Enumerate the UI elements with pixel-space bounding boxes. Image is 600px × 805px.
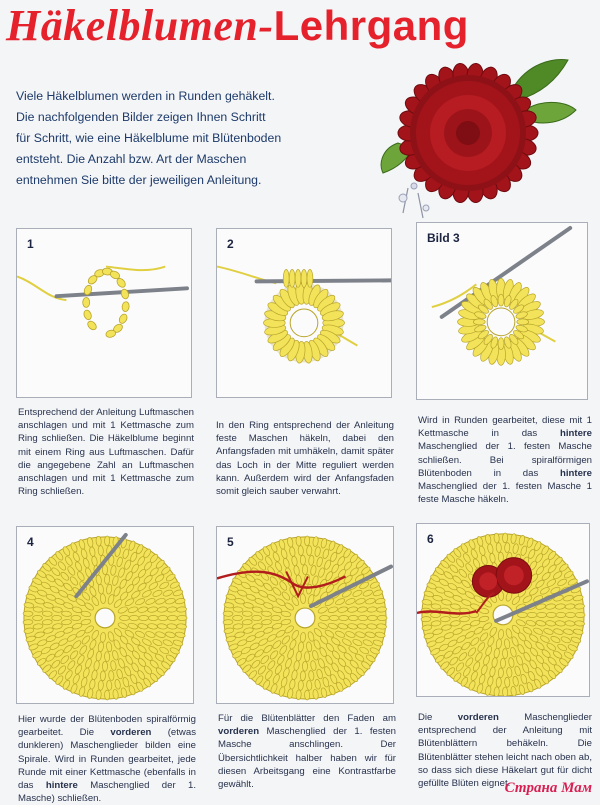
step-1-caption: Entsprechend der Anleitung Luftmaschen anschlagen und mit 1 Kettmasche zum Ring schließen. Die Häkelblume beginnt mit einem Ring aus Luftmaschen. Dafür die angegebene Zahl an Luftmaschen anschlagen und mit 1 Kettmasche zum Ring schließen.: [18, 407, 194, 498]
step-2-caption: In den Ring entsprechend der Anleitung feste Maschen häkeln, dabei den Anfangsfaden mit umhäkeln, damit später das Loch in der Mitte reguliert werden kann. Außerdem wird der Anfangsfaden somit gleich sauber verwahrt.: [216, 420, 394, 498]
step-3-label: Bild 3: [427, 231, 460, 245]
step-5-caption: [218, 712, 396, 791]
step-5-panel: [216, 526, 394, 704]
step-6-label: 6: [427, 532, 434, 546]
step-4-caption-bold1: vorderen: [110, 727, 152, 739]
step-3-panel: [416, 222, 588, 400]
intro-line: entsteht. Die Anzahl bzw. Art der Maschen: [16, 152, 247, 166]
step-6-caption-mid: Maschenglieder entsprechend der Anleitung mit Blütenblättern behäkeln. Die Blütenblätter stehen leicht nach oben ab, so dass sich diese Häkelart gut für dicht gefüllte Blüten eignet.: [418, 712, 592, 790]
step-2-image: [217, 229, 391, 397]
step-5-caption-bold1: vorderen: [218, 726, 260, 738]
step-1-panel: [16, 228, 192, 398]
step-3-caption-bold2: hintere: [560, 467, 592, 479]
step-3-caption: [418, 414, 592, 506]
step-3-caption-pre: Wird in Runden gearbeitet, diese mit 1 Kettmasche in das: [418, 415, 592, 440]
page-title: [6, 0, 596, 52]
title-part1: Häkelblumen-: [6, 1, 274, 50]
step-4-image: [17, 527, 193, 703]
step-3-image: [417, 223, 587, 399]
step-6-caption: [418, 711, 592, 790]
step-2-panel: [216, 228, 392, 398]
step-6-panel: [416, 523, 590, 697]
step-5-label: 5: [227, 535, 234, 549]
step-6-image: [417, 524, 589, 696]
step-6-caption-bold1: vorderen: [457, 712, 499, 723]
step-4-caption-mid: (etwas dunkleren) Maschenglieder bilden eine Spirale. Wird in Runden gearbeitet, jede Runde mit einer Kettmasche (ebenfalls in das: [18, 727, 196, 792]
step-4-caption-pre: Hier wurde der Blütenboden spiralförmig gearbeitet. Die: [18, 714, 196, 739]
step-5-image: [217, 527, 393, 703]
title-part2: Lehrgang: [273, 2, 469, 49]
step-1-label: 1: [27, 237, 34, 251]
step-2-label: 2: [227, 237, 234, 251]
watermark: Страна Мам: [504, 780, 592, 796]
step-4-caption: [18, 713, 196, 805]
step-4-caption-bold2: hintere: [45, 780, 78, 792]
intro-line: für Schritt, wie eine Häkelblume mit Blütenboden: [16, 131, 282, 145]
intro-line: Viele Häkelblumen werden in Runden gehäkelt.: [16, 89, 275, 103]
crochet-flower-illustration: [378, 48, 578, 223]
intro-line: Die nachfolgenden Bilder zeigen Ihnen Schritt: [16, 110, 266, 124]
step-3-caption-bold1: hintere: [560, 428, 592, 440]
step-5-caption-mid: Maschenglied der 1. festen Masche anschlingen. Der Übersichtlichkeit halber haben wir für diesen Arbeitsgang eine Kontrastfarbe gewählt.: [218, 726, 396, 791]
step-1-image: [17, 229, 191, 397]
step-5-caption-pre: Für die Blütenblätter den Faden am: [218, 713, 396, 724]
intro-text: [16, 86, 366, 191]
step-3-caption-post: Maschenglied der 1. festen Masche 1 feste Masche häkeln.: [418, 481, 592, 506]
step-4-label: 4: [27, 535, 34, 549]
intro-line: entnehmen Sie bitte der jeweiligen Anleitung.: [16, 173, 262, 187]
step-4-caption-post: Maschenglied der 1. Masche) schließen.: [18, 780, 197, 805]
step-6-caption-pre: Die: [418, 712, 458, 723]
step-3-caption-mid: Maschenglied der 1. festen Masche schließen. Bei spiralförmigen Blütenboden in das: [418, 441, 592, 479]
step-4-panel: [16, 526, 194, 704]
